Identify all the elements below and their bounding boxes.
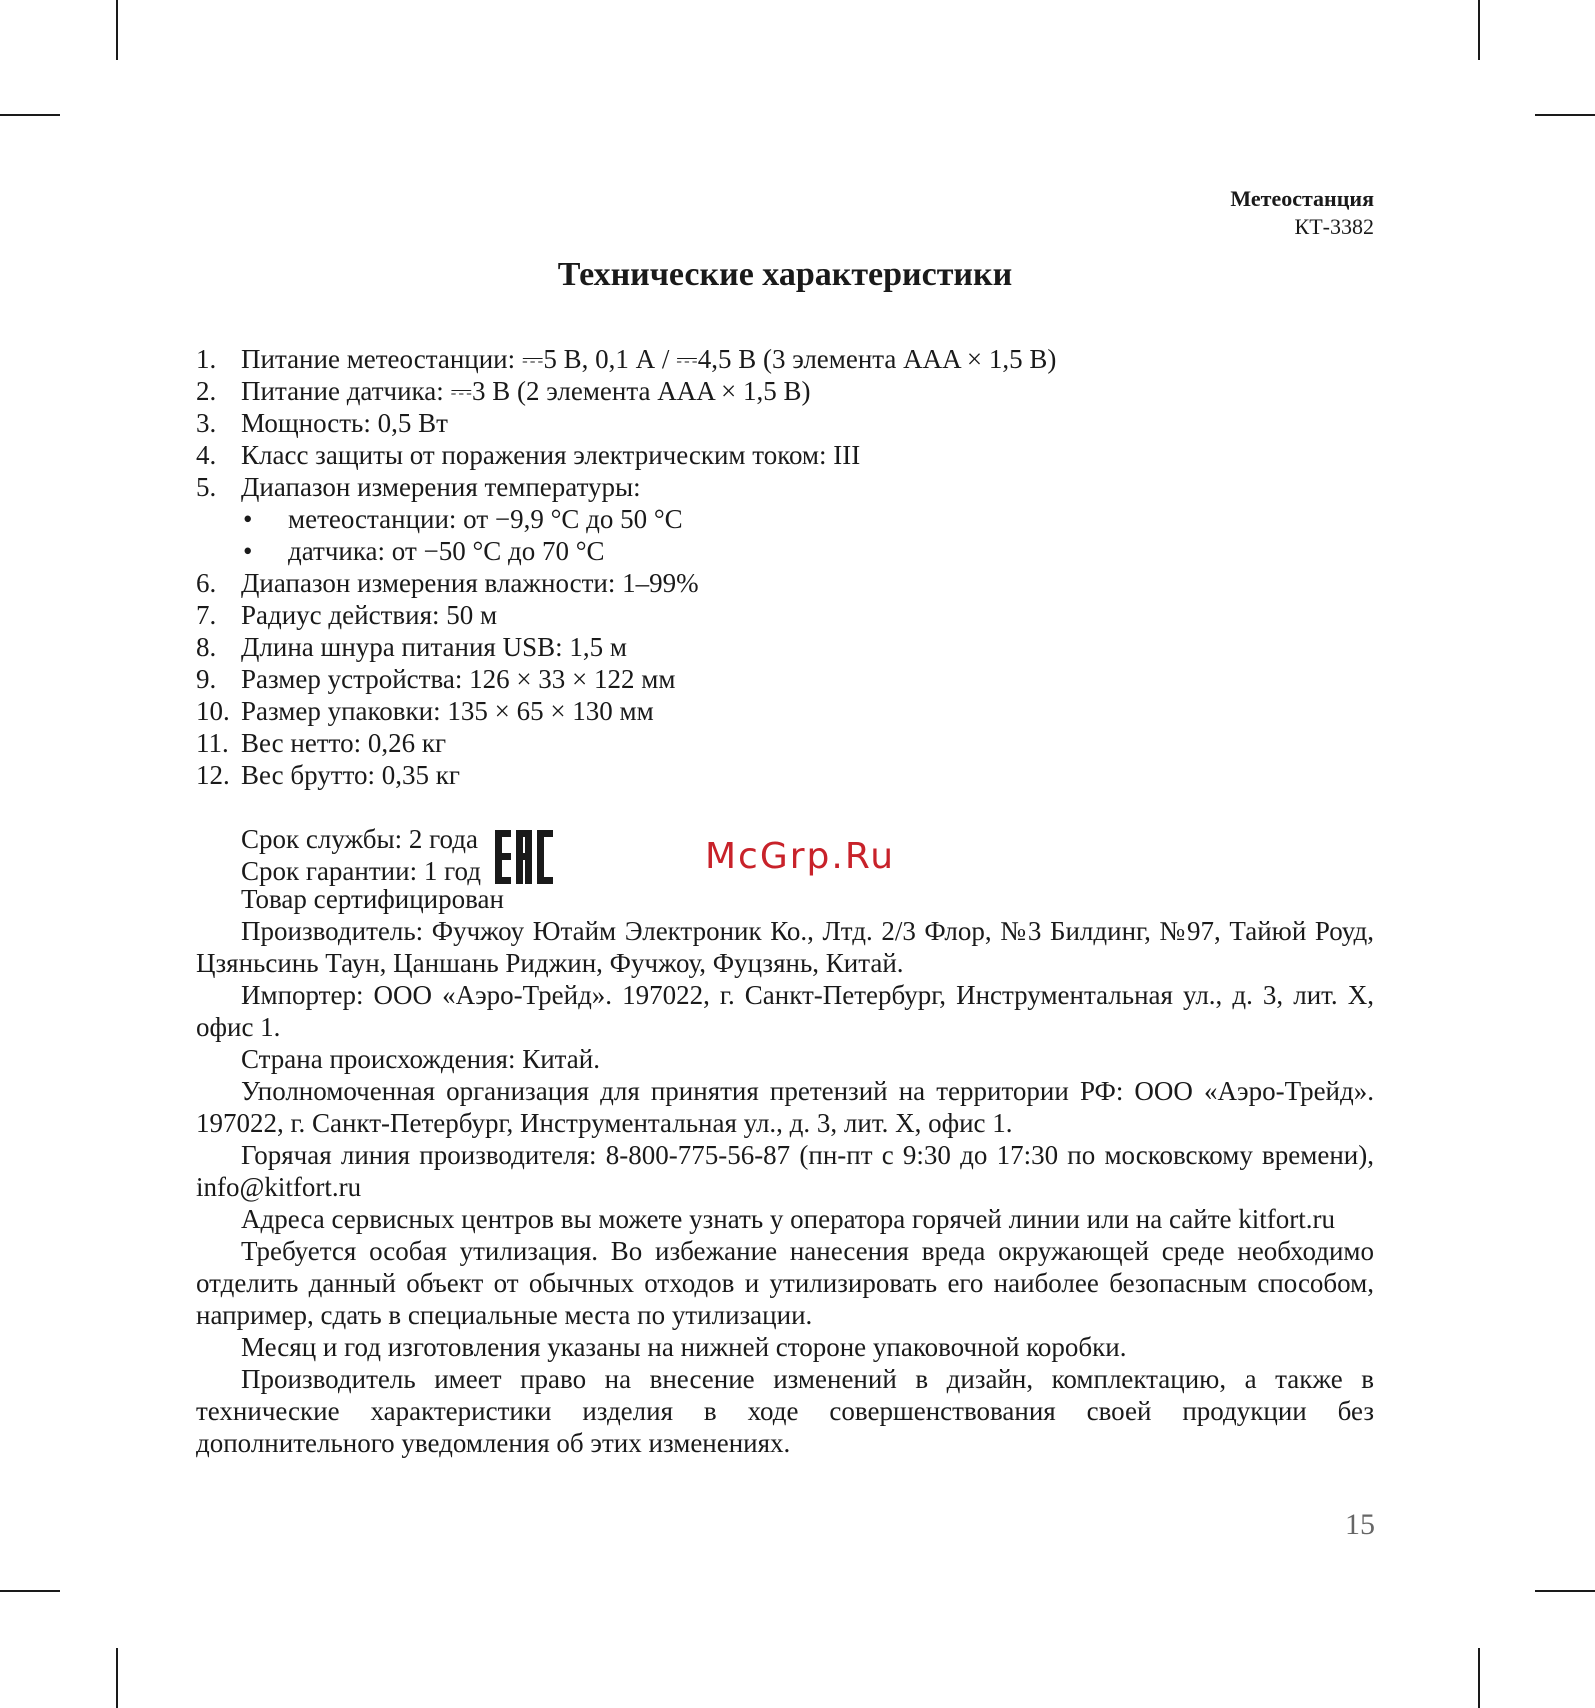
crop-mark-bottom-left-h [0, 1590, 60, 1592]
spec-text: Диапазон измерения влажности: 1–99% [241, 568, 699, 598]
spec-text: Диапазон измерения температуры: [241, 472, 641, 502]
spec-text: Питание метеостанции: ⎓5 В, 0,1 А / ⎓4,5 В (3 элемента AAA × 1,5 В) [241, 344, 1057, 374]
spec-item [196, 343, 1374, 375]
spec-item [196, 471, 1374, 503]
origin-paragraph: Страна происхождения: Китай. [241, 1044, 600, 1074]
spec-text: Класс защиты от поражения электрическим током: III [241, 440, 861, 470]
certified: Товар сертифицирован [241, 884, 504, 914]
spec-item [196, 599, 1374, 631]
bullet-icon: • [243, 536, 253, 566]
spec-number: 6. [196, 568, 217, 598]
bullet-icon: • [243, 504, 253, 534]
spec-text: Мощность: 0,5 Вт [241, 408, 448, 438]
crop-mark-top-right-v [1478, 0, 1480, 60]
spec-item [196, 567, 1374, 599]
manufacture-date-paragraph: Месяц и год изготовления указаны на нижней стороне упаковочной коробки. [241, 1332, 1127, 1362]
page-number: 15 [1345, 1508, 1375, 1541]
spec-text: Питание датчика: ⎓3 В (2 элемента AAA × 1,5 В) [241, 376, 811, 406]
spec-item [196, 375, 1374, 407]
spec-number: 3. [196, 408, 217, 438]
page-content [196, 185, 1374, 1459]
claims-paragraph: Уполномоченная организация для принятия претензий на территории РФ: ООО «Аэро-Трейд». 197022, г. Санкт-Петербург, Инструментальная ул., д. 3, лит. Х, офис 1. [196, 1076, 1374, 1138]
spec-number: 7. [196, 600, 217, 630]
spec-number: 9. [196, 664, 217, 694]
info-block [196, 823, 1374, 1459]
spec-item [196, 663, 1374, 695]
header-model: КТ-3382 [1294, 214, 1374, 239]
spec-text: Вес нетто: 0,26 кг [241, 728, 447, 758]
importer-paragraph: Импортер: ООО «Аэро-Трейд». 197022, г. Санкт-Петербург, Инструментальная ул., д. 3, лит. Х, офис 1. [196, 980, 1374, 1042]
spec-number: 4. [196, 440, 217, 470]
spec-item [196, 407, 1374, 439]
spec-number: 8. [196, 632, 217, 662]
sub-list-item [241, 535, 1374, 567]
spec-text: Размер устройства: 126 × 33 × 122 мм [241, 664, 676, 694]
sub-item-text: датчика: от −50 °C до 70 °C [288, 536, 605, 566]
spec-text: Длина шнура питания USB: 1,5 м [241, 632, 627, 662]
spec-number: 12. [196, 760, 230, 790]
spec-number: 1. [196, 344, 217, 374]
manufacturer-paragraph: Производитель: Фучжоу Ютайм Электроник Ко., Лтд. 2/3 Флор, №3 Билдинг, №97, Тайюй Роуд, Цзяньсинь Таун, Цаншань Риджин, Фучжоу, Фуцзянь, Китай. [196, 916, 1374, 978]
crop-mark-bottom-left-v [116, 1648, 118, 1708]
sub-item-text: метеостанции: от −9,9 °C до 50 °C [288, 504, 683, 534]
spec-item [196, 695, 1374, 727]
crop-mark-bottom-right-v [1478, 1648, 1480, 1708]
temp-range-sublist [196, 503, 1374, 567]
watermark: McGrp.Ru [705, 836, 896, 877]
service-centers-paragraph: Адреса сервисных центров вы можете узнать у оператора горячей линии или на сайте kitfort.ru [241, 1204, 1335, 1234]
header-title: Метеостанция [1230, 186, 1374, 211]
changes-paragraph: Производитель имеет право на внесение изменений в дизайн, комплектацию, а также в технические характеристики изделия в ходе совершенствования своей продукции без дополнительного уведомления об этих изменениях. [196, 1364, 1374, 1458]
disposal-paragraph: Требуется особая утилизация. Во избежание нанесения вреда окружающей среде необходимо отделить данный объект от обычных отходов и утилизировать его наиболее безопасным способом, например, сдать в специальные места по утилизации. [196, 1236, 1374, 1330]
spec-text: Размер упаковки: 135 × 65 × 130 мм [241, 696, 654, 726]
spec-text: Радиус действия: 50 м [241, 600, 498, 630]
spec-number: 5. [196, 472, 217, 502]
hotline-paragraph: Горячая линия производителя: 8-800-775-56-87 (пн-пт с 9:30 до 17:30 по московскому времени), info@kitfort.ru [196, 1140, 1374, 1202]
warranty: Срок гарантии: 1 год [241, 856, 481, 886]
spec-item [196, 439, 1374, 471]
spec-list [196, 343, 1374, 791]
crop-mark-top-right-h [1535, 114, 1595, 116]
service-life: Срок службы: 2 года [241, 824, 479, 854]
running-header [196, 185, 1374, 241]
spec-number: 10. [196, 696, 230, 726]
spec-item [196, 759, 1374, 791]
temp-range-sublist-wrap [196, 503, 1374, 567]
crop-mark-top-left-v [116, 0, 118, 60]
sub-list-item [241, 503, 1374, 535]
crop-mark-top-left-h [0, 114, 60, 116]
crop-mark-bottom-right-h [1535, 1590, 1595, 1592]
spec-item [196, 727, 1374, 759]
spec-item [196, 631, 1374, 663]
spec-text: Вес брутто: 0,35 кг [241, 760, 460, 790]
spec-number: 11. [196, 728, 229, 758]
spec-number: 2. [196, 376, 217, 406]
page-title: Технические характеристики [557, 256, 1013, 293]
eac-certification-icon [495, 830, 553, 884]
